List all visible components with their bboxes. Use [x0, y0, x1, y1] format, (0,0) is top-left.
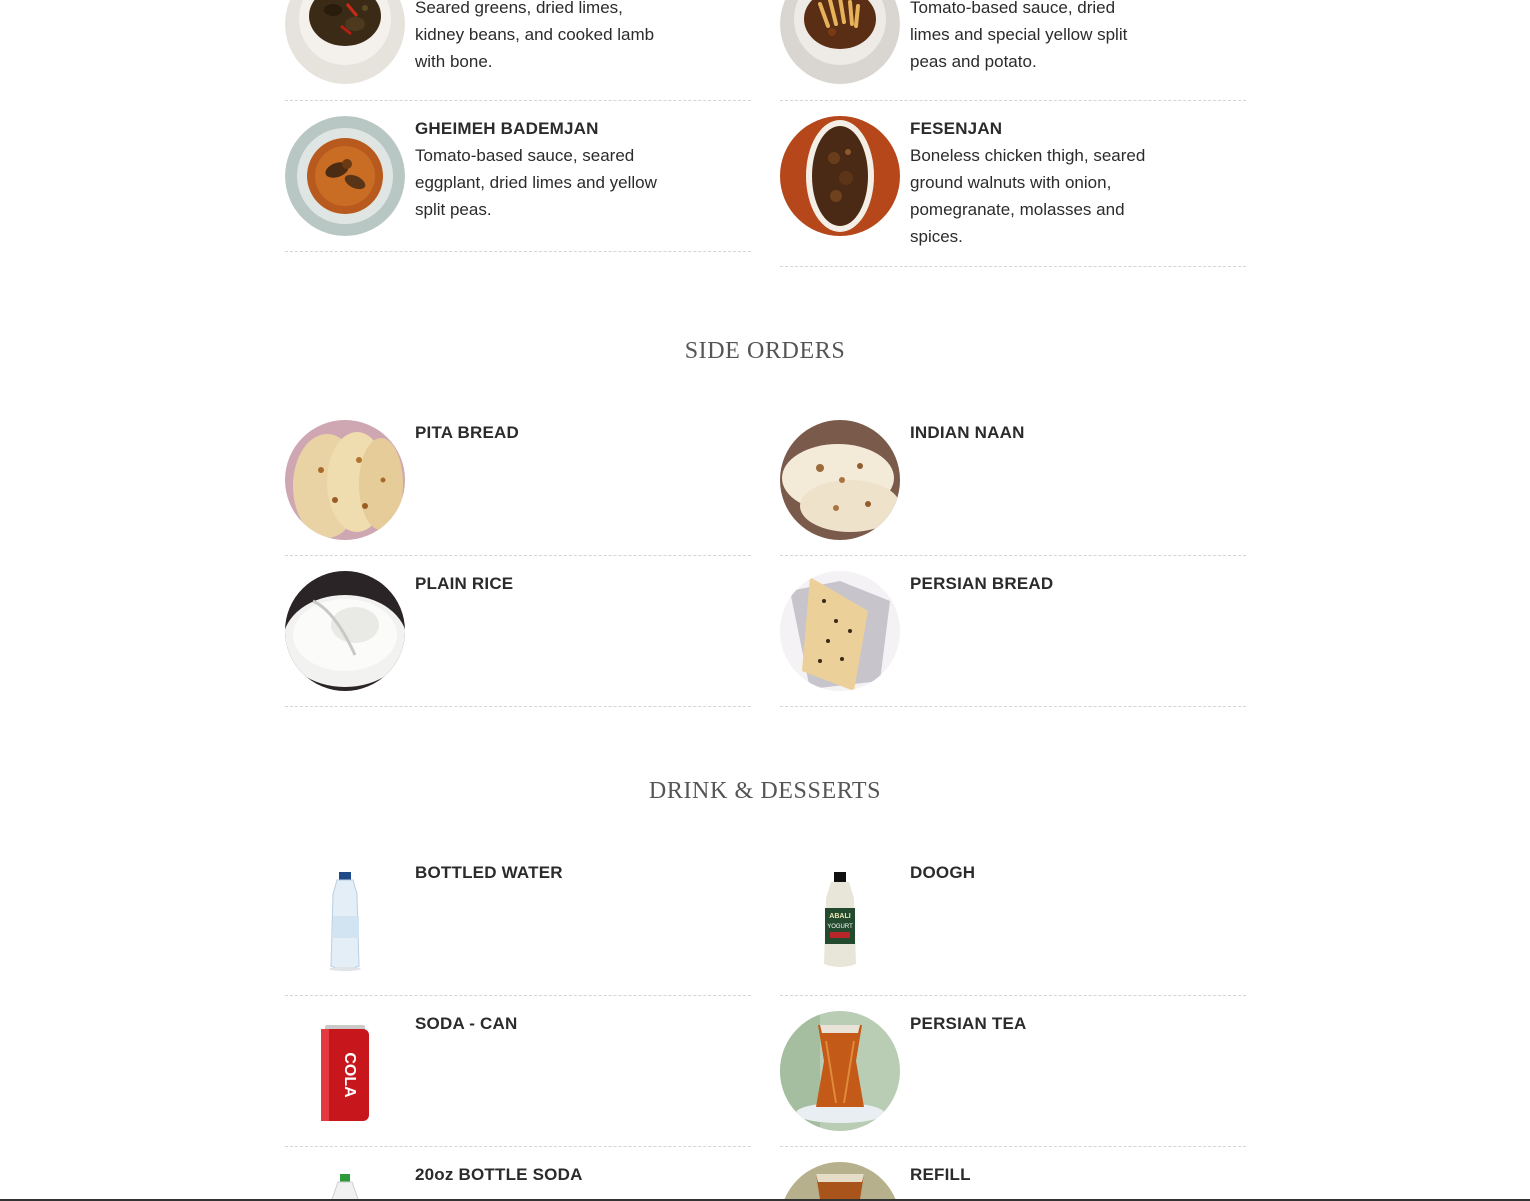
doogh-type-label: YOGURT [827, 924, 853, 930]
menu-item-persian-bread [780, 571, 1246, 707]
menu-item-indian-naan [780, 420, 1246, 556]
ghormeh-sabzi-photo [285, 0, 405, 84]
bottled-water-photo [285, 860, 405, 980]
soda-can-photo [285, 1011, 405, 1131]
menu-item-plain-rice [285, 571, 751, 707]
plain-rice-photo [285, 571, 405, 691]
menu-item-pita-bread [285, 420, 751, 556]
bottle-soda-photo [285, 1162, 405, 1201]
doogh-photo [780, 860, 900, 980]
item-description: Tomato-based sauce, seared eggplant, dried limes and yellow split peas. [415, 146, 657, 219]
doogh-brand-label: ABALI [829, 913, 851, 920]
section-title-drink-desserts: DRINK & DESSERTS [648, 778, 882, 804]
menu-item-ghormeh-sabzi [285, 0, 751, 101]
menu-item-refill [780, 1162, 1246, 1201]
menu-item-doogh [780, 860, 1246, 996]
section-title-side-orders: SIDE ORDERS [684, 338, 846, 364]
item-name: PLAIN RICE [415, 574, 514, 593]
item-name: PERSIAN BREAD [910, 574, 1054, 593]
menu-item-soda-can [285, 1011, 751, 1147]
persian-bread-photo [780, 571, 900, 691]
menu-item-bottled-water [285, 860, 751, 996]
menu-item-fesenjan [780, 116, 1246, 267]
menu-item-gheimeh-bademjan [285, 116, 751, 252]
item-name: REFILL [910, 1165, 971, 1184]
item-name: BOTTLED WATER [415, 863, 563, 882]
refill-photo [780, 1162, 900, 1201]
item-description: Boneless chicken thigh, seared ground walnuts with onion, pomegranate, molasses and spices. [910, 146, 1146, 246]
indian-naan-photo [780, 420, 900, 540]
menu-item-bottle-soda [285, 1162, 751, 1201]
persian-tea-photo [780, 1011, 900, 1131]
gheimeh-bademjan-photo [285, 116, 405, 236]
item-name: INDIAN NAAN [910, 423, 1025, 442]
item-name: SODA - CAN [415, 1014, 518, 1033]
gheimeh-photo [780, 0, 900, 84]
item-name: FESENJAN [910, 119, 1003, 138]
item-name: 20oz BOTTLE SODA [415, 1165, 583, 1184]
soda-can-label: COLA [341, 1052, 358, 1098]
item-name: PITA BREAD [415, 423, 519, 442]
pita-bread-photo [285, 420, 405, 540]
item-description: Seared greens, dried limes, kidney beans, and cooked lamb with bone. [415, 0, 655, 71]
item-name: PERSIAN TEA [910, 1014, 1027, 1033]
fesenjan-photo [780, 116, 900, 236]
item-name: DOOGH [910, 863, 976, 882]
menu-item-gheimeh [780, 0, 1246, 101]
item-name: GHEIMEH BADEMJAN [415, 119, 599, 138]
item-description: Tomato-based sauce, dried limes and special yellow split peas and potato. [910, 0, 1128, 71]
menu-item-persian-tea [780, 1011, 1246, 1147]
